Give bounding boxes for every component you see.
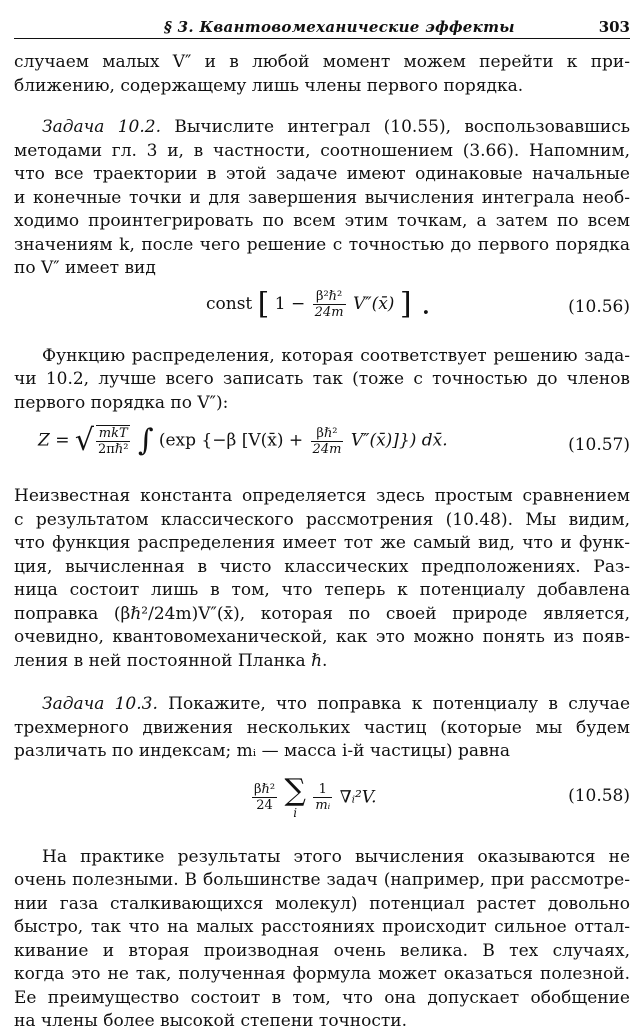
equation-number: (10.56) bbox=[568, 296, 630, 317]
eq-text: 1 − bbox=[274, 293, 306, 314]
sum-operator: ∑ i bbox=[284, 772, 306, 820]
equation-10-57 bbox=[14, 415, 630, 477]
text-line: различать по индексам; mᵢ — масса i-й частицы) равна bbox=[14, 741, 511, 761]
text-line bbox=[14, 116, 630, 140]
eq-bracket: [ bbox=[257, 286, 270, 321]
text-line: На практике результаты этого вычисления оказываются не bbox=[42, 846, 630, 867]
task-label: Задача 10.2. bbox=[42, 117, 161, 137]
text-line: по V″ имеет вид bbox=[14, 258, 156, 278]
eq-fraction: $\frac{\text{mkT}}{\text{2πℏ²}}$ bbox=[98, 426, 129, 457]
paragraph-continuation bbox=[14, 51, 630, 98]
text-line: Неизвестная константа определяется здесь простым сравнением bbox=[14, 486, 630, 506]
eq-text: V″(x̄)]}) dx̄. bbox=[350, 430, 448, 451]
text-line: быстро, так что на малых расстояниях происходит сильное оттал- bbox=[14, 917, 630, 937]
text-line: что все траектории в этой задаче имеют одинаковые начальные bbox=[14, 164, 630, 184]
text-line: чи 10.2, лучше всего записать так (тоже с точностью до членов bbox=[14, 369, 630, 389]
equation-number: (10.58) bbox=[568, 785, 630, 806]
text-line: очень полезными. В большинстве задач (например, при рассмотре- bbox=[14, 870, 630, 890]
text-line: ления в ней постоянной Планка ℏ. bbox=[14, 650, 328, 671]
text-line: ница состоит лишь в том, что теперь к потенциалу добавлена bbox=[14, 580, 630, 600]
text-line: поправка (βℏ²/24m)V″(x̄), которая по своей природе является, bbox=[14, 603, 630, 624]
text-line: очевидно, квантовомеханической, как это можно понять из появ- bbox=[14, 627, 630, 647]
eq-text: V″(x̄) bbox=[352, 293, 395, 314]
text-line: Функцию распределения, которая соответствует решению зада- bbox=[42, 345, 630, 366]
text-line: значениям k, после чего решение с точностью до первого порядка bbox=[14, 234, 630, 255]
text-line: первого порядка по V″): bbox=[14, 392, 229, 413]
equation-number: (10.57) bbox=[568, 435, 630, 455]
paragraph bbox=[14, 485, 630, 673]
task-10-3 bbox=[14, 693, 630, 764]
equation-body bbox=[206, 286, 431, 321]
eq-fraction: $\frac{1}{\text{mᵢ}}$ bbox=[315, 782, 331, 813]
task-10-2 bbox=[14, 116, 630, 281]
text-line: что функция распределения имеет тот же самый вид, что и функ- bbox=[14, 533, 630, 553]
text-line: кивание и вторая производная очень велика. В тех случаях, bbox=[14, 940, 630, 961]
eq-text: const bbox=[206, 293, 253, 314]
text-line: ходимо проинтегрировать по всем этим точкам, а затем по всем bbox=[14, 211, 630, 231]
text-line: трехмерного движения нескольких частиц (которые мы будем bbox=[14, 717, 630, 738]
eq-text: (exp {−β [V(x̄) + bbox=[158, 430, 304, 451]
paragraph bbox=[14, 846, 630, 1034]
text-line: ближению, содержащему лишь члены первого порядка. bbox=[14, 75, 524, 96]
task-label: Задача 10.3. bbox=[42, 694, 158, 714]
text-line: ция, вычисленная в чисто классических предположениях. Раз- bbox=[14, 556, 630, 577]
text-line bbox=[14, 693, 630, 717]
equation-body bbox=[38, 425, 448, 457]
eq-fraction: $\frac{\text{βℏ²}}{24m}$ bbox=[312, 425, 342, 457]
running-head bbox=[14, 12, 630, 39]
book-page bbox=[14, 12, 631, 1031]
equation-10-58 bbox=[14, 764, 630, 836]
text-line: на члены более высокой степени точности. bbox=[14, 1011, 408, 1031]
sqrt-sign: √ bbox=[74, 423, 94, 458]
eq-fraction: $\frac{\text{β²ℏ²}}{24m}$ bbox=[314, 288, 344, 320]
text-line: случаем малых V″ и в любой момент можем перейти к при- bbox=[14, 52, 630, 72]
text-line: и конечные точки и для завершения вычисления интеграла необ- bbox=[14, 187, 630, 208]
text-line: когда это не так, полученная формула может оказаться полезной. bbox=[14, 964, 630, 984]
eq-bracket: ] . bbox=[399, 286, 431, 321]
page-number: 303 bbox=[598, 18, 630, 36]
eq-text: Z = bbox=[38, 430, 70, 451]
text-line: методами гл. 3 и, в частности, соотношением (3.66). Напомним, bbox=[14, 140, 630, 161]
integral-sign: ∫ bbox=[137, 423, 154, 458]
text-line: Ее преимущество состоит в том, что она допускает обобщение bbox=[14, 987, 630, 1008]
equation-10-56 bbox=[14, 281, 630, 333]
eq-fraction: $\frac{\text{βℏ²}}{24}$ bbox=[254, 782, 276, 813]
text-line: нии газа сталкивающихся молекул) потенциал растет довольно bbox=[14, 893, 630, 914]
paragraph bbox=[14, 345, 630, 416]
section-title: § 3. Квантовомеханические эффекты bbox=[164, 18, 515, 36]
text-fragment: Покажите, что поправка к потенциалу в случае bbox=[157, 694, 631, 714]
text-line: с результатом классического рассмотрения (10.48). Мы видим, bbox=[14, 509, 630, 530]
equation-body bbox=[250, 772, 377, 820]
eq-text: ∇ᵢ²V. bbox=[339, 787, 377, 807]
text-fragment: Вычислите интеграл (10.55), воспользовавшись bbox=[160, 117, 630, 137]
